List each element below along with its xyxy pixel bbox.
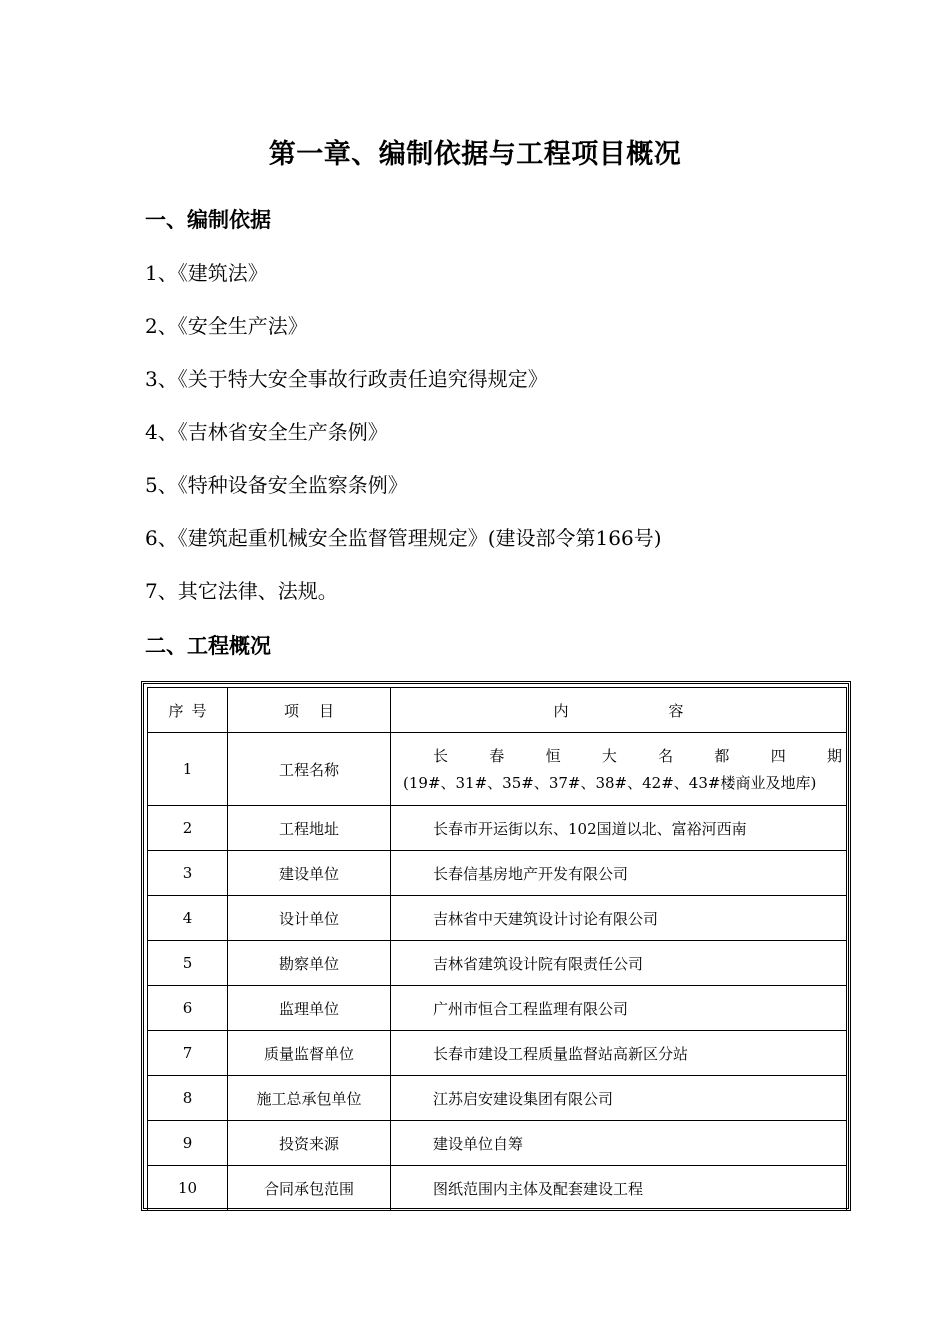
section-heading-overview: 二、工程概况 bbox=[145, 634, 271, 658]
basis-item: 2、《安全生产法》 bbox=[145, 314, 308, 338]
project-name-char: 大 bbox=[601, 747, 617, 765]
header-item bbox=[228, 688, 391, 733]
cell-no: 8 bbox=[148, 1076, 228, 1121]
cell-no: 3 bbox=[148, 851, 228, 896]
project-name-char: 都 bbox=[714, 747, 730, 765]
header-item-char: 目 bbox=[318, 701, 334, 720]
cell-content: 江苏启安建设集团有限公司 bbox=[391, 1076, 847, 1121]
cell-item: 投资来源 bbox=[228, 1121, 391, 1166]
table-row bbox=[148, 941, 847, 986]
cell-content: 长春信基房地产开发有限公司 bbox=[391, 851, 847, 896]
basis-item: 5、《特种设备安全监察条例》 bbox=[145, 473, 408, 497]
table-row bbox=[148, 986, 847, 1031]
cell-content: 吉林省中天建筑设计讨论有限公司 bbox=[391, 896, 847, 941]
cell-content: 广州市恒合工程监理有限公司 bbox=[391, 986, 847, 1031]
table-row bbox=[148, 1076, 847, 1121]
project-overview-table bbox=[147, 687, 847, 1211]
table-row bbox=[148, 1031, 847, 1076]
table-row bbox=[148, 1121, 847, 1166]
cell-item: 工程名称 bbox=[228, 733, 391, 806]
header-no-char: 号 bbox=[191, 701, 207, 720]
header-content bbox=[391, 688, 847, 733]
project-name-char: 恒 bbox=[545, 747, 561, 765]
cell-content: 图纸范围内主体及配套建设工程 bbox=[391, 1166, 847, 1211]
project-name-char: 名 bbox=[658, 747, 674, 765]
table-row bbox=[148, 733, 847, 806]
header-content-char: 容 bbox=[668, 701, 684, 720]
chapter-title: 第一章、编制依据与工程项目概况 bbox=[268, 139, 682, 170]
cell-no: 4 bbox=[148, 896, 228, 941]
project-name-char: 春 bbox=[489, 747, 505, 765]
cell-item: 施工总承包单位 bbox=[228, 1076, 391, 1121]
cell-content: 吉林省建筑设计院有限责任公司 bbox=[391, 941, 847, 986]
cell-content bbox=[391, 733, 847, 806]
cell-content: 长春市开运街以东、102国道以北、富裕河西南 bbox=[391, 806, 847, 851]
project-name-char: 四 bbox=[770, 747, 786, 765]
table-row bbox=[148, 806, 847, 851]
cell-item: 设计单位 bbox=[228, 896, 391, 941]
project-name-subline: (19#、31#、35#、37#、38#、42#、43#楼商业及地库) bbox=[403, 774, 817, 792]
basis-item: 4、《吉林省安全生产条例》 bbox=[145, 420, 388, 444]
cell-item: 合同承包范围 bbox=[228, 1166, 391, 1211]
basis-item: 3、《关于特大安全事故行政责任追究得规定》 bbox=[145, 367, 548, 391]
header-content-char: 内 bbox=[553, 701, 569, 720]
cell-item: 质量监督单位 bbox=[228, 1031, 391, 1076]
basis-item: 6、《建筑起重机械安全监督管理规定》(建设部令第166号) bbox=[145, 526, 662, 550]
cell-no: 5 bbox=[148, 941, 228, 986]
table-row bbox=[148, 1166, 847, 1211]
cell-content: 建设单位自筹 bbox=[391, 1121, 847, 1166]
cell-item: 建设单位 bbox=[228, 851, 391, 896]
cell-no: 7 bbox=[148, 1031, 228, 1076]
cell-no: 2 bbox=[148, 806, 228, 851]
cell-item: 监理单位 bbox=[228, 986, 391, 1031]
section-heading-basis: 一、编制依据 bbox=[145, 208, 271, 232]
cell-item: 工程地址 bbox=[228, 806, 391, 851]
basis-item: 1、《建筑法》 bbox=[145, 261, 268, 285]
table-header-row bbox=[148, 688, 847, 733]
cell-item: 勘察单位 bbox=[228, 941, 391, 986]
cell-no: 10 bbox=[148, 1166, 228, 1211]
header-no-char: 序 bbox=[168, 701, 184, 720]
header-no bbox=[148, 688, 228, 733]
table-row bbox=[148, 896, 847, 941]
table-row bbox=[148, 851, 847, 896]
cell-no: 9 bbox=[148, 1121, 228, 1166]
project-name-line bbox=[433, 745, 846, 766]
basis-item: 7、其它法律、法规。 bbox=[145, 579, 338, 603]
cell-content: 长春市建设工程质量监督站高新区分站 bbox=[391, 1031, 847, 1076]
cell-no: 1 bbox=[148, 733, 228, 806]
cell-no: 6 bbox=[148, 986, 228, 1031]
project-name-char: 期 bbox=[826, 747, 842, 765]
project-name-char: 长 bbox=[433, 747, 449, 765]
header-item-char: 项 bbox=[284, 701, 300, 720]
